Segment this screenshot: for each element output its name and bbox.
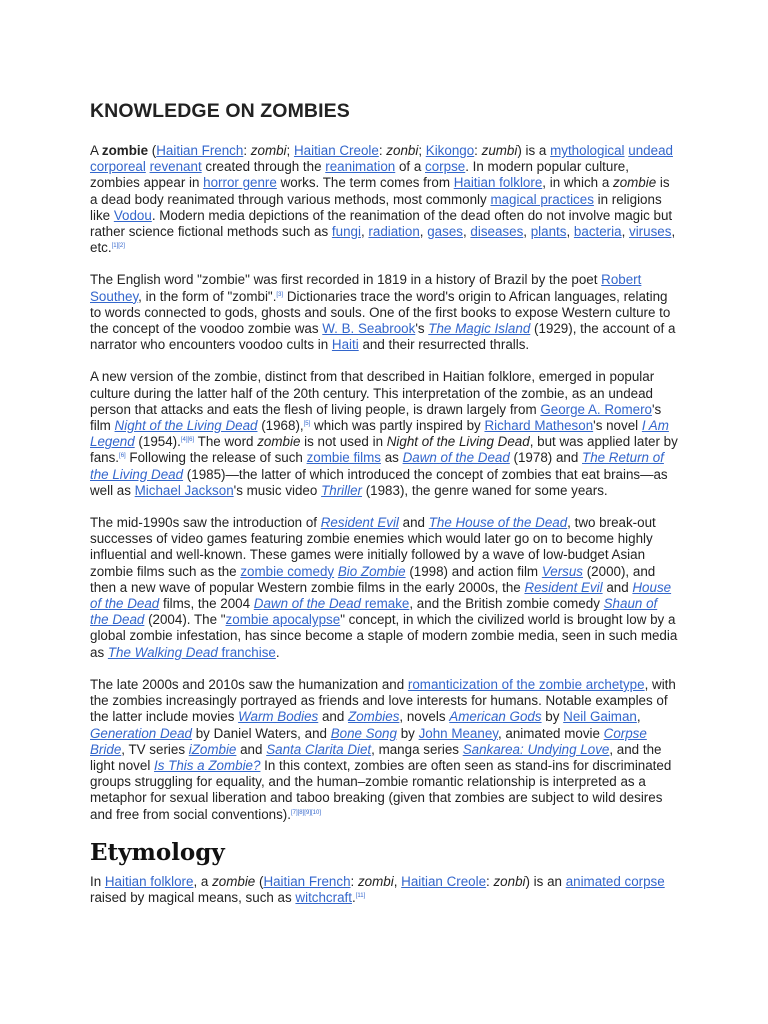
text-run: by [396,725,419,741]
inline-link[interactable]: Haitian folklore [104,873,194,889]
inline-link[interactable]: Haitian folklore [453,175,543,191]
text-run: , in which a [542,175,613,191]
citation-ref[interactable]: [6] [119,453,126,460]
italic-text: zumbi [481,143,518,158]
inline-link[interactable]: zombie apocalypse [225,612,341,628]
inline-link[interactable]: Thriller [321,482,362,498]
text-run: , [419,224,428,240]
text-run: ; [286,143,294,158]
citation-ref[interactable]: [5] [303,421,311,428]
text-run: , etc. [90,224,676,256]
bold-text: zombie [101,143,149,158]
paragraph [90,143,678,256]
text-run: 's music video [233,482,322,498]
text-run: which was partly inspired by [310,418,485,434]
inline-link[interactable]: Richard Matheson [484,418,594,434]
text-run: (1978) and [509,450,583,466]
inline-link[interactable]: plants [530,224,567,240]
citation-ref[interactable]: [4][6] [180,437,195,444]
text-run: 's film [90,401,662,434]
text-run: , manga series [371,741,463,757]
paragraph [90,677,678,823]
inline-link[interactable]: Is This a Zombie? [154,757,261,773]
text-run: is a dead body reanimated through various methods, most commonly [90,175,670,207]
inline-link[interactable]: Bio Zombie [337,563,406,579]
inline-link[interactable]: John Meaney [418,725,498,741]
inline-link[interactable]: gases [427,224,463,240]
text-run: and [602,579,633,595]
text-run: works. The term comes from [276,175,454,191]
text-run: In [90,873,105,889]
inline-link[interactable]: corpse [425,159,466,175]
text-run: , novels [399,709,450,725]
inline-link[interactable]: Zombies [348,709,400,725]
text-run: , a [193,873,213,889]
text-run: , TV series [121,741,189,757]
paragraph [90,272,678,353]
text-run: A new version of the zombie, distinct from that described in Haitian folklore, emerged in popular culture during the latter half of the 20th century. This interpretation of the zombie, as an undead person that attacks and eats the flesh of living people, is drawn largely from [90,369,655,417]
text-run: ; [418,143,426,158]
inline-link[interactable]: romanticization of the zombie archetype [407,676,645,692]
inline-link[interactable]: Robert Southey [90,272,642,304]
text-run: ( [148,143,157,158]
text-run: (1983), the genre waned for some years. [361,482,608,498]
inline-link[interactable]: bacteria [573,224,622,240]
text-run: , [360,224,369,240]
text-run: : [486,873,494,889]
inline-link[interactable]: animated corpse [565,873,665,889]
inline-link[interactable]: zombie comedy [240,563,335,579]
inline-link[interactable]: Michael Jackson [134,482,234,498]
text-run: , [393,873,402,889]
inline-link[interactable]: George A. Romero [540,401,652,417]
text-run: is not used in [300,434,387,450]
section-heading-etymology: Etymology [90,838,225,866]
text-run: : [378,143,387,158]
text-run: The word [194,434,258,450]
text-run: The late 2000s and 2010s saw the humanization and [90,676,408,692]
citation-ref[interactable]: [7][8][9][10] [290,809,321,816]
inline-link[interactable]: Generation Dead [90,725,192,741]
text-run: , and the light novel [90,741,662,773]
text-run: , with the zombies increasingly portrayed as friends and love interests for humans. Notable examples of the latter include movies [90,676,676,725]
inline-link[interactable]: House of the Dead [90,579,672,612]
page-title: KNOWLEDGE ON ZOMBIES [90,100,350,122]
inline-link[interactable]: Haitian Creole [401,873,487,889]
text-run: , two break-out successes of video games featuring zombie enemies which would later go on to become highly influential and well-known. These games were initially followed by a wave of low-budget Asian zombie films such as the [90,515,656,579]
text-run: : [474,143,482,158]
inline-link[interactable]: horror genre [203,175,277,191]
inline-link[interactable]: Corpse Bride [90,725,647,757]
text-run: raised by magical means, such as [90,889,296,905]
inline-link[interactable]: revenant [149,159,202,175]
text-run: , [523,224,531,240]
text-run: (1998) and action film [405,563,542,579]
inline-link[interactable]: franchise [217,644,276,660]
inline-link[interactable]: Santa Clarita Diet [266,741,372,757]
citation-ref[interactable]: [3] [276,291,284,298]
text-run: , animated movie [497,725,604,741]
text-run: : [243,143,251,158]
text-run: and [236,741,267,757]
text-run: . In modern popular culture, zombies appear in [90,159,629,191]
text-run: ) is an [525,873,566,889]
citation-ref[interactable]: [11] [355,892,366,899]
text-run: and their resurrected thralls. [358,337,530,353]
inline-link[interactable]: Vodou [113,207,152,223]
article-body [90,100,678,922]
text-run: , and the British zombie comedy [409,596,604,612]
inline-link[interactable]: Versus [541,563,583,579]
text-run: as [381,450,403,466]
inline-link[interactable]: zombie films [306,450,381,466]
text-run: by [541,709,564,725]
text-run: (1985)—the latter of which introduced the concept of zombies that eat brains—as well as [90,466,668,498]
inline-link[interactable]: Night of the Living Dead [114,418,258,434]
text-run: (2004). The " [144,612,226,628]
text-run: 's [415,321,429,337]
inline-link[interactable]: Neil Gaiman [563,709,637,725]
inline-link[interactable]: witchcraft [295,889,352,905]
inline-link[interactable]: Resident Evil [320,515,399,531]
text-run: The mid-1990s saw the introduction of [90,515,321,531]
text-run: , [636,709,641,725]
inline-link[interactable]: reanimation [325,159,396,175]
text-run: of a [395,159,426,175]
text-run: (1968), [257,418,304,434]
italic-text: zombi [357,873,394,889]
paragraph [90,515,678,661]
inline-link[interactable]: Bone Song [330,725,397,741]
text-run: (1929), the account of a narrator who encounters voodoo cults in [90,321,676,353]
inline-link[interactable]: mythological [550,143,625,158]
inline-link[interactable]: The Magic Island [428,321,531,337]
inline-link[interactable]: Kikongo [425,143,475,158]
text-run: , [566,224,574,240]
text-run: (2000), and then a new wave of popular Western zombie films in the early 2000s, the [90,563,656,595]
inline-link[interactable]: Haitian Creole [293,143,379,158]
paragraph [90,369,678,499]
inline-link[interactable]: Dawn of the Dead [253,596,361,612]
text-run: 's novel [593,418,642,434]
inline-link[interactable]: undead [628,143,673,158]
citation-ref[interactable]: [1][2] [111,243,125,250]
text-run: . Modern media depictions of the reanimation of the dead often do not involve magic but rather science fictional methods such as [90,207,673,240]
text-run: , [462,224,471,240]
text-run: films, the 2004 [159,596,254,612]
text-run: , but was applied later by fans. [90,434,678,466]
text-run: (1954). [134,434,181,450]
inline-link[interactable]: corporeal [90,159,146,175]
inline-link[interactable]: Haitian French [156,143,244,158]
inline-link[interactable]: iZombie [188,741,237,757]
inline-link[interactable]: fungi [331,224,361,240]
text-run: and [318,709,349,725]
text-run: Following the release of such [125,450,307,466]
text-run: Dictionaries trace the word's origin to African languages, relating to words connected to gods, ghosts and souls. One of the first books to expose Western culture to the concept of the voodoo zombie was [90,288,671,337]
italic-text: zombie [613,175,657,191]
italic-text: zombie [257,434,301,450]
text-run: created through the [201,159,326,175]
text-run: : [350,873,358,889]
inline-link[interactable]: I Am Legend [90,418,669,450]
text-run: ( [255,873,264,889]
italic-text: zonbi [386,143,419,158]
inline-link[interactable]: radiation [368,224,420,240]
inline-link[interactable]: Sankarea: Undying Love [462,741,610,757]
inline-link[interactable]: diseases [470,224,524,240]
text-run: " concept, in which the civilized world is brought low by a global zombie infestation, has since become a staple of modern zombie media, seen in such media as [90,612,678,660]
text-run: , [621,224,630,240]
italic-text: Night of the Living Dead [386,434,530,450]
inline-link[interactable]: The Walking Dead [107,644,218,660]
inline-link[interactable]: Haitian French [263,873,351,889]
text-run: and [398,515,429,531]
text-run: ) is a [517,143,551,158]
italic-text: zombie [212,873,256,889]
inline-link[interactable]: The House of the Dead [428,515,568,531]
inline-link[interactable]: viruses [629,224,672,240]
text-run: A [90,143,102,158]
inline-link[interactable]: W. B. Seabrook [322,321,416,337]
inline-link[interactable]: The Return of the Living Dead [90,450,664,482]
inline-link[interactable]: American Gods [449,709,542,725]
inline-link[interactable]: remake [360,596,410,612]
inline-link[interactable]: Resident Evil [524,579,603,595]
inline-link[interactable]: magical practices [490,191,594,207]
inline-link[interactable]: Haiti [331,337,359,353]
text-run: In this context, zombies are often seen as stand-ins for discriminated groups struggling for equality, and the human–zombie romantic relationship is interpreted as a metaphor for sexual liberation and taboo breaking (given that zombies are subject to wild desires and free from social conventions). [90,757,672,822]
italic-text: zonbi [493,873,526,889]
inline-link[interactable]: Dawn of the Dead [402,450,510,466]
text-run: , in the form of "zombi". [138,288,277,304]
text-run: . [275,644,280,660]
text-run: The English word "zombie" was first recorded in 1819 in a history of Brazil by the poet [90,272,602,288]
text-run: . [351,889,356,905]
paragraph [90,874,678,906]
italic-text: zombi [250,143,287,158]
text-run: by Daniel Waters, and [192,725,331,741]
inline-link[interactable]: Shaun of the Dead [90,596,658,628]
inline-link[interactable]: Warm Bodies [238,709,319,725]
text-run: in religions like [90,191,662,223]
